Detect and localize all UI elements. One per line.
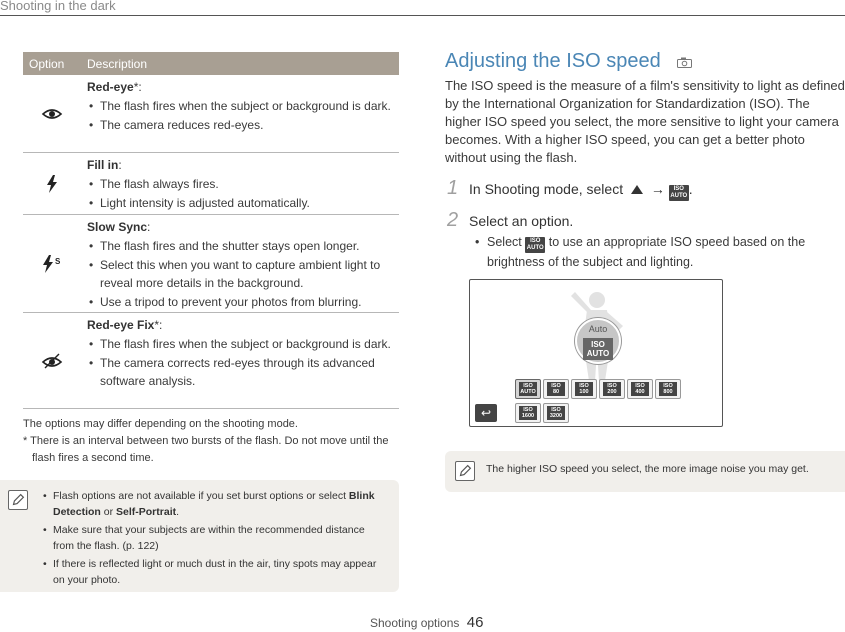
option-name: Fill in (87, 158, 119, 172)
blink-detection-term: Blink Detection (53, 490, 375, 518)
option-name: Red-eye (87, 80, 134, 94)
memo-item: • Make sure that your subjects are within the recommended distance from the flash. (p. 122) (40, 522, 386, 554)
menu-up-icon (631, 185, 643, 194)
option-name: Red-eye Fix (87, 318, 155, 332)
option-suffix: : (118, 158, 122, 172)
option-name: Slow Sync (87, 220, 148, 234)
current-iso-indicator (575, 318, 621, 364)
current-iso-label: Auto (588, 324, 608, 334)
header-option: Option (29, 56, 65, 71)
list-item: • The flash fires when the subject or background is dark. (87, 335, 399, 353)
step-number: 2 (447, 209, 459, 231)
section-title: Adjusting the ISO speed (445, 50, 661, 72)
red-eye-icon (41, 107, 63, 121)
memo-item: • If there is reflected light or much dust in the air, tiny spots may appear on your photo. (40, 556, 386, 588)
list-item: • The flash fires when the subject or background is dark. (87, 97, 399, 115)
footnote: * There is an interval between two bursts of the flash. Do not move until the flash fires a second time. (23, 435, 389, 464)
table-row (23, 313, 399, 409)
iso-auto-icon: ISO AUTO (670, 186, 688, 199)
camera-mode-icon (677, 57, 692, 68)
back-button[interactable]: ↩ (475, 404, 497, 422)
flash-slow-sync-icon (42, 255, 62, 273)
svg-text:S: S (55, 256, 61, 266)
flash-options-table (23, 52, 399, 409)
page-number: 46 (466, 614, 484, 631)
page-header (0, 0, 845, 16)
memo-pencil-icon (8, 490, 28, 510)
step-text: Select an option. (469, 213, 574, 229)
list-item: • The camera reduces red-eyes. (87, 116, 399, 134)
list-item: • The flash always fires. (87, 175, 399, 193)
option-suffix: *: (133, 80, 142, 94)
list-item: • Light intensity is adjusted automatically. (87, 194, 399, 212)
iso-option-3200[interactable]: ISO 3200 (543, 403, 569, 423)
memo-text: The higher ISO speed you select, the more image noise you may get. (486, 463, 809, 475)
table-row (23, 75, 399, 153)
list-item: • The camera corrects red-eyes through its advanced software analysis. (87, 354, 399, 390)
option-suffix: : (147, 220, 151, 234)
memo-pencil-icon (455, 461, 475, 481)
iso-auto-icon: ISO AUTO (526, 238, 544, 251)
iso-option-800[interactable]: ISO 800 (655, 379, 681, 399)
arrow-glyph: → (650, 181, 665, 197)
table-row (23, 153, 399, 215)
list-item: • Use a tripod to prevent your photos from blurring. (87, 293, 399, 311)
camera-screen (469, 279, 723, 427)
memo-box (445, 451, 845, 492)
iso-option-80[interactable]: ISO 80 (543, 379, 569, 399)
section-intro: The ISO speed is the measure of a film's sensitivity to light as defined by the International Organization for Standardization (ISO). The higher ISO speed you select, the more sensitive to light your camera becomes. With a higher ISO speed, you can get a better photo without using the flash. (445, 78, 845, 165)
memo-box (0, 480, 399, 592)
table-row (23, 215, 399, 313)
iso-option-200[interactable]: ISO 200 (599, 379, 625, 399)
self-portrait-term: Self-Portrait (116, 506, 177, 518)
step-number: 1 (447, 177, 459, 199)
option-suffix: *: (154, 318, 163, 332)
step-text: In Shooting mode, select (469, 181, 624, 197)
chapter-title: Shooting in the dark (0, 0, 116, 13)
flash-fill-icon (46, 175, 58, 193)
iso-option-400[interactable]: ISO 400 (627, 379, 653, 399)
header-description: Description (87, 56, 148, 71)
table-header (23, 52, 399, 75)
red-eye-fix-icon (41, 353, 63, 369)
list-item: • Select this when you want to capture ambient light to reveal more details in the background. (87, 256, 399, 292)
step-bullet: • Select ISO AUTO to use an appropriate ISO speed based on the brightness of the subject and lighting. (475, 233, 845, 272)
iso-option-1600[interactable]: ISO 1600 (515, 403, 541, 423)
page-footer (370, 614, 483, 631)
list-item: • The flash fires and the shutter stays open longer. (87, 237, 399, 255)
table-notes (23, 416, 399, 467)
iso-auto-icon: ISO AUTO (583, 338, 613, 360)
footer-section: Shooting options (370, 616, 460, 630)
memo-item: • Flash options are not available if you set burst options or select Blink Detection or Self-Portrait. (40, 488, 386, 520)
iso-option-auto[interactable]: ISO AUTO (515, 379, 541, 399)
note-line: The options may differ depending on the shooting mode. (23, 418, 298, 430)
iso-option-100[interactable]: ISO 100 (571, 379, 597, 399)
